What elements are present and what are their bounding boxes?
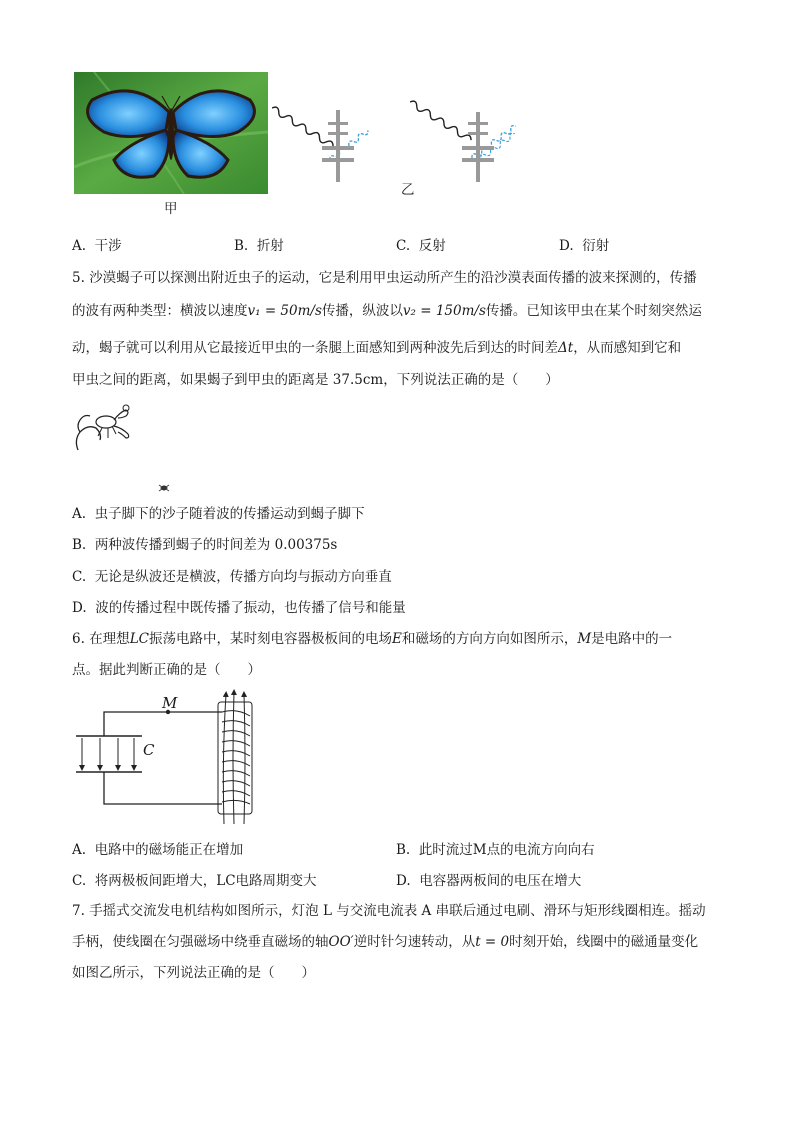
antenna-diagram-right xyxy=(410,88,550,184)
q5-stem-line4: 甲虫之间的距离，如果蝎子到甲虫的距离是 37.5cm，下列说法正确的是（ ） xyxy=(72,372,559,388)
q5-stem-line1: 5. 沙漠蝎子可以探测出附近虫子的运动，它是利用甲虫运动所产生的沿沙漠表面传播的波来探测的，传播 xyxy=(72,270,697,286)
q6-stem-line1: 6. 在理想LC振荡电路中，某时刻电容器极板间的电场E和磁场的方向方向如图所示，M是电路中的一 xyxy=(72,631,673,647)
q5-dt: Δt xyxy=(558,340,574,356)
antenna-diagram-left xyxy=(272,88,392,184)
q7-stem-line2: 手柄，使线圈在匀强磁场中绕垂直磁场的轴OO′逆时针匀速转动，从t = 0时刻开始，线圈中的磁通量变化 xyxy=(72,934,699,950)
q5-option-d[interactable]: D. 波的传播过程中既传播了振动，也传播了信号和能量 xyxy=(72,600,406,616)
q6-stem-line2: 点。据此判断正确的是（ ） xyxy=(72,662,261,678)
q6-option-b[interactable]: B. 此时流过M点的电流方向向右 xyxy=(396,842,595,858)
q6-option-d[interactable]: D. 电容器两板间的电压在增大 xyxy=(396,873,582,889)
q6-option-a[interactable]: A. 电路中的磁场能正在增加 xyxy=(72,842,244,858)
q5-stem-line2: 的波有两种类型：横波以速度v₁ = 50m/s传播，纵波以v₂ = 150m/s传播。已知该甲虫在某个时刻突然运 xyxy=(72,303,702,319)
q4-option-a[interactable]: A. 干涉 xyxy=(72,238,122,254)
q5-stem-line3: 动，蝎子就可以利用从它最接近甲虫的一条腿上面感知到两种波先后到达的时间差Δt，从而感知到它和 xyxy=(72,340,682,356)
q4-option-b[interactable]: B. 折射 xyxy=(234,238,284,254)
q7-stem-line3: 如图乙所示，下列说法正确的是（ ） xyxy=(72,965,315,981)
q6-options-row1 xyxy=(72,838,722,858)
butterfly-photo xyxy=(74,72,268,194)
q5-v2: v₂ = 150m/s xyxy=(402,303,486,319)
q5-number: 5. xyxy=(72,270,85,286)
q6-option-c[interactable]: C. 将两极板间距增大，LC电路周期变大 xyxy=(72,873,317,889)
q5-option-b[interactable]: B. 两种波传播到蝎子的时间差为 0.00375s xyxy=(72,537,338,553)
figure-label-yi: 乙 xyxy=(401,182,415,198)
q5-option-a[interactable]: A. 虫子脚下的沙子随着波的传播运动到蝎子脚下 xyxy=(72,506,365,522)
q4-options xyxy=(72,234,722,254)
scorpion-sketch xyxy=(72,400,136,458)
figure-label-jia: 甲 xyxy=(164,201,178,217)
q7-number: 7. xyxy=(72,903,85,919)
q5-option-c[interactable]: C. 无论是纵波还是横波，传播方向均与振动方向垂直 xyxy=(72,569,392,585)
q4-option-c[interactable]: C. 反射 xyxy=(396,238,446,254)
circuit-label-c: C xyxy=(143,741,155,759)
q5-v1: v₁ = 50m/s xyxy=(247,303,322,319)
q6-number: 6. xyxy=(72,631,85,647)
q6-options-row2 xyxy=(72,869,722,889)
q4-option-d[interactable]: D. 衍射 xyxy=(559,238,610,254)
circuit-label-m: M xyxy=(162,694,178,712)
beetle-icon xyxy=(158,478,170,488)
q7-stem-line1: 7. 手摇式交流发电机结构如图所示，灯泡 L 与交流电流表 A 串联后通过电刷、滑环与矩形线圈相连。摇动 xyxy=(72,903,706,919)
